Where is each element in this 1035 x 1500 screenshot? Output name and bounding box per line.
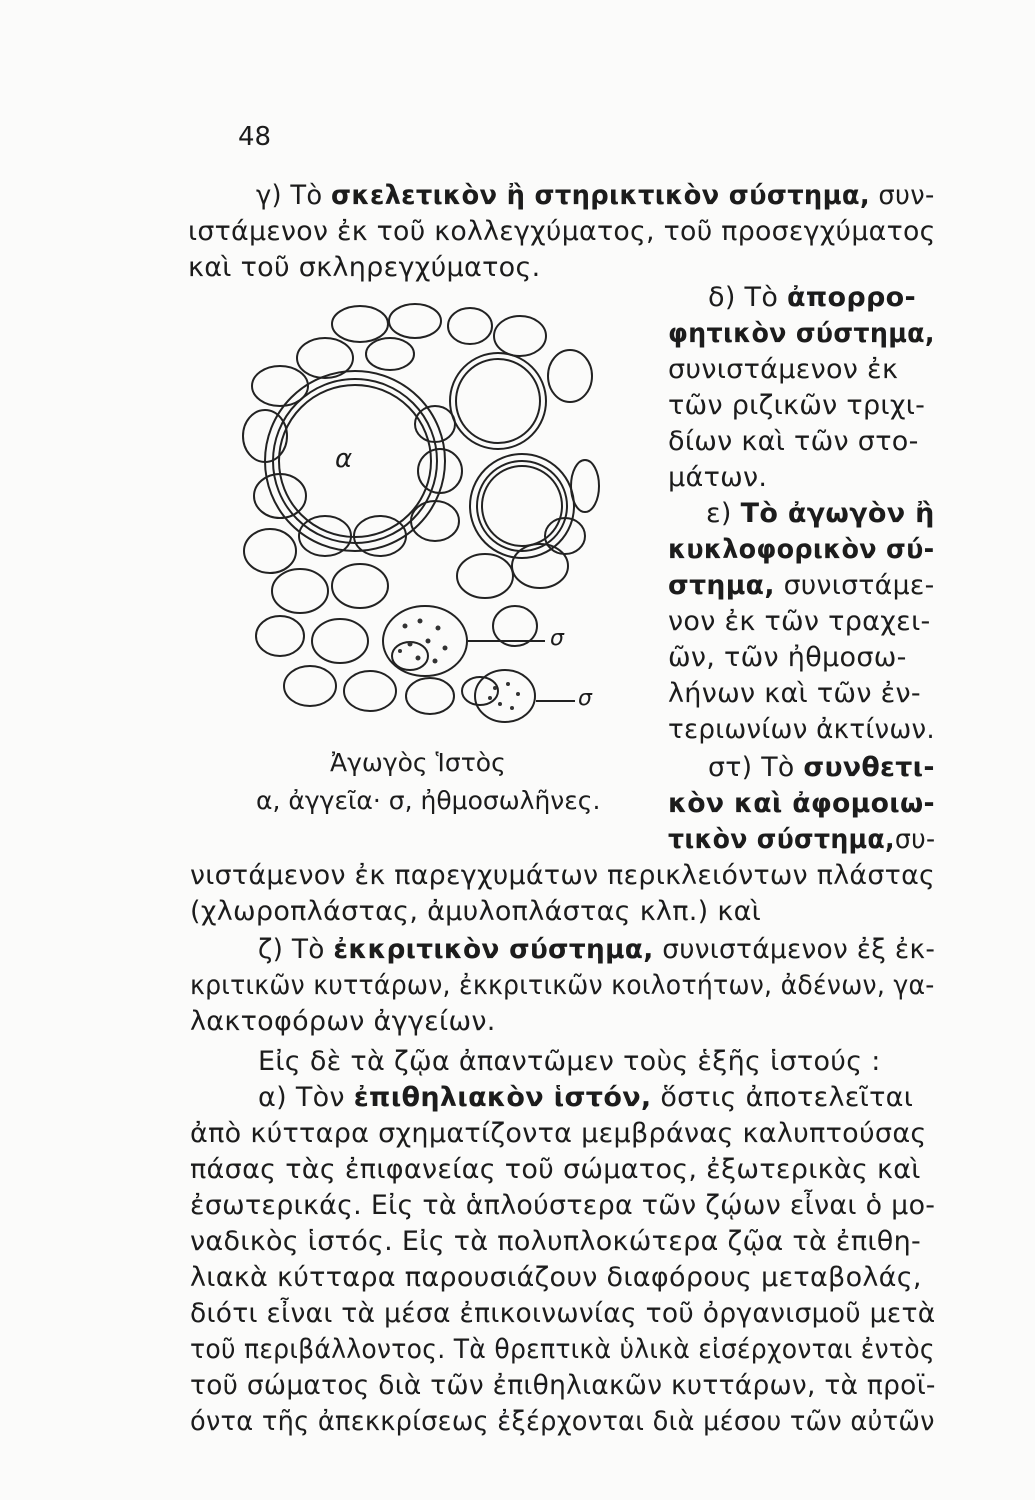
gamma-line-3: καὶ τοῦ σκληρεγχύματος. <box>188 252 541 283</box>
animals-line-9: τοῦ περιβάλλοντος. Τὰ θρεπτικὰ ὑλικὰ εἰσέρχονται ἐντὸς <box>190 1334 935 1365</box>
conducting-tissue-figure <box>240 296 600 736</box>
zeta-line-1: ζ) Τὸ ἐκκριτικὸν σύστημα, συνιστάμενον ἐξ ἐκ- <box>258 934 936 965</box>
animals-line-1: Εἰς δὲ τὰ ζῷα ἀπαντῶμεν τοὺς ἑξῆς ἱστούς : <box>258 1046 881 1077</box>
epsilon-line-5: ῶν, τῶν ἠθμοσω- <box>668 642 907 673</box>
delta-line-6: μάτων. <box>668 462 768 493</box>
page-number: 48 <box>238 122 272 152</box>
figure-caption-title: Ἀγωγὸς Ἱστὸς <box>330 748 506 777</box>
sigma-label-2: σ <box>578 686 592 711</box>
animals-line-5: ἐσωτερικάς. Εἰς τὰ ἁπλούστερα τῶν ζῴων εἶναι ὁ μο- <box>190 1190 936 1221</box>
epsilon-line-6: λήνων καὶ τῶν ἐν- <box>668 678 921 709</box>
gamma-line-2: ιστάμενον ἐκ τοῦ κολλεγχύματος, τοῦ προσεγχύματος <box>188 216 936 247</box>
epsilon-line-3: στημα, συνιστάμε- <box>668 570 935 601</box>
animals-line-2: α) Τὸν ἐπιθηλιακὸν ἱστόν, ὅστις ἀποτελεῖται <box>258 1082 914 1113</box>
st-line-2: κὸν καὶ ἀφομοιω- <box>668 788 935 819</box>
alpha-label: α <box>335 444 353 474</box>
animals-line-10: τοῦ σώματος διὰ τῶν ἐπιθηλιακῶν κυττάρων, τὰ προϊ- <box>190 1370 936 1401</box>
epsilon-line-7: τεριωνίων ἀκτίνων. <box>668 714 935 745</box>
sigma-label-1: σ <box>550 626 564 651</box>
delta-line-5: δίων καὶ τῶν στο- <box>668 426 919 457</box>
animals-line-6: ναδικὸς ἱστός. Εἰς τὰ πολυπλοκώτερα ζῷα τὰ ἐπιθη- <box>190 1226 922 1257</box>
st-line-5: (χλωροπλάστας, ἀμυλοπλάστας κλπ.) καὶ <box>190 896 762 927</box>
gamma-line-1: γ) Τὸ σκελετικὸν ἢ στηρικτικὸν σύστημα, συν- <box>256 180 935 211</box>
delta-line-3: συνιστάμενον ἐκ <box>668 354 899 385</box>
figure-caption-legend: α, ἀγγεῖα· σ, ἠθμοσωλῆνες. <box>256 786 601 815</box>
animals-line-11: όντα τῆς ἀπεκκρίσεως ἐξέρχονται διὰ μέσου τῶν αὐτῶν <box>190 1406 935 1437</box>
delta-line-4: τῶν ριζικῶν τριχι- <box>668 390 926 421</box>
animals-line-8: διότι εἶναι τὰ μέσα ἐπικοινωνίας τοῦ ὀργανισμοῦ μετὰ <box>190 1298 936 1329</box>
zeta-line-2: κριτικῶν κυττάρων, ἐκκριτικῶν κοιλοτήτων, ἀδένων, γα- <box>190 970 935 1001</box>
st-line-4: νιστάμενον ἐκ παρεγχυμάτων περικλειόντων πλάστας <box>190 860 936 891</box>
epsilon-line-4: νον ἐκ τῶν τραχει- <box>668 606 931 637</box>
animals-line-7: λιακὰ κύτταρα παρουσιάζουν διαφόρους μεταβολάς, <box>190 1262 922 1293</box>
epsilon-line-2: κυκλοφορικὸν σύ- <box>668 534 935 565</box>
animals-line-4: πάσας τὰς ἐπιφανείας τοῦ σώματος, ἐξωτερικὰς καὶ <box>190 1154 921 1185</box>
epsilon-line-1: ε) Τὸ ἀγωγὸν ἢ <box>706 498 935 529</box>
st-line-3: τικὸν σύστημα,συ- <box>668 824 936 855</box>
delta-line-2: φητικὸν σύστημα, <box>668 318 935 349</box>
zeta-line-3: λακτοφόρων ἀγγείων. <box>190 1006 496 1037</box>
delta-line-1: δ) Τὸ ἀπορρο- <box>708 282 916 313</box>
animals-line-3: ἀπὸ κύτταρα σχηματίζοντα μεμβράνας καλυπτούσας <box>190 1118 927 1149</box>
st-line-1: στ) Τὸ συνθετι- <box>708 752 935 783</box>
tissue-drawing <box>240 296 600 736</box>
